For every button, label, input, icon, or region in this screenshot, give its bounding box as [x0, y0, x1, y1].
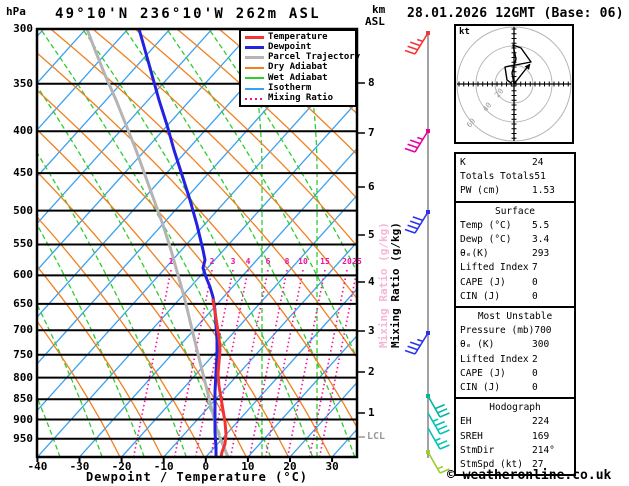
- wind-barb: [405, 31, 430, 54]
- altitude-tick-label: 1: [368, 406, 375, 419]
- legend-item: [241, 63, 355, 73]
- legend-line-sample: [245, 98, 264, 100]
- stats-row-label: StmDir: [460, 444, 495, 456]
- wind-barb-column: [405, 31, 450, 473]
- legend-item-label: Temperature: [268, 31, 328, 42]
- temperature-tick-label: -40: [27, 460, 48, 473]
- stats-row-label: CIN (J): [460, 382, 501, 394]
- stats-row-value: 0: [532, 276, 538, 288]
- stats-section-header: Hodograph: [489, 402, 541, 414]
- stats-row: [460, 170, 570, 184]
- legend-line-sample: [245, 46, 264, 49]
- stats-row-label: θₑ (K): [460, 339, 495, 351]
- altitude-tick-label: 6: [368, 180, 375, 193]
- stats-row-value: 24: [532, 157, 544, 168]
- pressure-tick-label: 650: [13, 296, 33, 310]
- wind-barb: [405, 210, 430, 233]
- mixing-ratio-tick-label: 2: [209, 257, 215, 266]
- pressure-tick-label: 550: [13, 237, 33, 251]
- stats-row-label: Dewp (°C): [460, 234, 512, 246]
- stats-row-value: 293: [532, 248, 550, 260]
- stats-row: [460, 381, 570, 395]
- x-axis-title: Dewpoint / Temperature (°C): [85, 470, 309, 484]
- stats-row-value: 0: [532, 290, 538, 302]
- credit-label: © weatheronline.co.uk: [447, 468, 612, 483]
- stats-row: [460, 276, 570, 290]
- legend-item: [241, 73, 355, 83]
- legend-item: [241, 42, 355, 52]
- stats-row-value: 0: [532, 367, 538, 379]
- pressure-tick-label: 300: [13, 22, 33, 35]
- pressure-tick-label: 850: [13, 392, 33, 406]
- stats-row-label: EH: [460, 416, 472, 428]
- stats-row: [460, 247, 570, 261]
- stats-panel: [454, 152, 576, 476]
- lcl-label: LCL: [367, 431, 386, 442]
- stats-row: [460, 261, 570, 275]
- pressure-axis-unit: hPa: [6, 5, 26, 18]
- legend-item-label: Mixing Ratio: [268, 93, 334, 104]
- mixing-ratio-axis-label-echo: Mixing Ratio (g/kg): [377, 222, 390, 348]
- legend-item: [241, 32, 355, 42]
- stats-section-header: Most Unstable: [477, 311, 553, 323]
- legend-line-sample: [245, 77, 264, 79]
- stats-row-value: 224: [532, 416, 550, 428]
- altitude-tick-label: 8: [368, 76, 375, 89]
- wind-barb: [405, 129, 430, 152]
- legend-line-sample: [245, 67, 264, 69]
- temperature-tick-label: 10: [241, 460, 255, 473]
- pressure-tick-label: 950: [13, 431, 33, 445]
- legend-item-label: Parcel Trajectory: [268, 52, 361, 63]
- legend-item-label: Isotherm: [268, 83, 312, 94]
- legend: [239, 29, 361, 107]
- stats-row-label: CIN (J): [460, 290, 501, 302]
- pressure-tick-label: 600: [13, 268, 33, 282]
- stats-row: [460, 290, 570, 304]
- stats-row: [460, 430, 570, 444]
- stats-row: [460, 353, 570, 367]
- stats-row: [460, 415, 570, 429]
- altitude-tick-label: 4: [368, 275, 375, 288]
- stats-row-label: StmSpd (kt): [460, 459, 523, 471]
- mixing-ratio-tick-label: 10: [298, 257, 308, 266]
- stats-row-value: 300: [532, 339, 550, 351]
- stats-section-header: Surface: [494, 205, 536, 217]
- pressure-tick-label: 400: [13, 124, 33, 138]
- stats-row: [460, 156, 570, 170]
- legend-item: [241, 94, 355, 104]
- pressure-tick-label: 350: [13, 76, 33, 90]
- pressure-tick-label: 500: [13, 203, 33, 217]
- stats-row-label: PW (cm): [460, 185, 501, 197]
- pressure-tick-label: 450: [13, 166, 33, 180]
- hodograph-ring-label: 20: [492, 86, 506, 100]
- stats-row-value: 51: [534, 171, 546, 183]
- altitude-tick-label: 5: [368, 228, 375, 241]
- mixing-ratio-tick-label: 20: [342, 257, 352, 266]
- altitude-tick-label: 7: [368, 126, 375, 139]
- legend-item-label: Dry Adiabat: [268, 62, 328, 73]
- mixing-ratio-tick-label: 25: [352, 257, 362, 266]
- pressure-tick-label: 750: [13, 347, 33, 361]
- stats-row-label: SREH: [460, 430, 483, 442]
- stats-row-label: Lifted Index: [460, 262, 529, 274]
- stats-row-label: CAPE (J): [460, 276, 506, 288]
- pressure-tick-label: 900: [13, 412, 33, 426]
- legend-line-sample: [245, 36, 264, 39]
- mixing-ratio-tick-label: 15: [320, 257, 330, 266]
- stats-row: [460, 184, 570, 198]
- altitude-axis-unit-asl: ASL: [365, 15, 385, 28]
- stats-row-value: 169: [532, 430, 550, 442]
- stats-row: [460, 219, 570, 233]
- stats-row-label: Pressure (mb): [460, 325, 535, 337]
- stats-row-value: 3.4: [532, 234, 550, 246]
- stats-row: [460, 367, 570, 381]
- mixing-ratio-tick-label: 1: [168, 257, 174, 266]
- stats-row: [460, 338, 570, 352]
- wind-barb: [405, 331, 430, 354]
- legend-line-sample: [245, 88, 264, 90]
- stats-row-value: 0: [532, 382, 538, 394]
- stats-row-label: Temp (°C): [460, 219, 512, 231]
- hodograph-unit-label: kt: [459, 27, 470, 37]
- hodograph: [455, 25, 573, 143]
- stats-row-value: 7: [532, 262, 538, 274]
- stats-row-label: K: [460, 157, 466, 168]
- altitude-tick-label: 3: [368, 324, 375, 337]
- stats-section: [454, 201, 576, 308]
- temperature-tick-label: 20: [283, 460, 297, 473]
- legend-item-label: Dewpoint: [268, 41, 312, 52]
- mixing-ratio-tick-label: 8: [284, 257, 290, 266]
- stats-row-label: Totals Totals: [460, 171, 535, 183]
- temperature-tick-label: 0: [202, 460, 210, 473]
- datetime-label: 28.01.2026 12GMT (Base: 06): [407, 6, 624, 21]
- altitude-tick-label: 2: [368, 365, 375, 378]
- stats-row-value: 5.5: [532, 219, 550, 231]
- temperature-tick-label: 30: [325, 460, 339, 473]
- stats-row-value: 1.53: [532, 185, 555, 197]
- stats-row-label: Lifted Index: [460, 353, 529, 365]
- legend-item-label: Wet Adiabat: [268, 72, 328, 83]
- stats-row-value: 2: [532, 353, 538, 365]
- mixing-ratio-axis-label: Mixing Ratio (g/kg): [389, 222, 402, 348]
- mixing-ratio-tick-label: 3: [230, 257, 236, 266]
- hodograph-ring-label: 40: [480, 100, 494, 114]
- stats-row-value: 700: [534, 325, 552, 337]
- wind-barb: [426, 394, 450, 417]
- temperature-tick-label: -10: [153, 460, 174, 473]
- stats-row-value: 27: [532, 459, 544, 471]
- temperature-tick-label: -20: [111, 460, 132, 473]
- stats-section: [454, 397, 576, 476]
- stats-section: [454, 306, 576, 399]
- stats-row-label: CAPE (J): [460, 367, 506, 379]
- hodograph-ring-label: 60: [464, 116, 478, 130]
- stats-row: [460, 444, 570, 458]
- chart-title: 49°10'N 236°10'W 262m ASL: [55, 6, 321, 22]
- stats-section: [454, 152, 576, 203]
- temperature-tick-label: -30: [69, 460, 90, 473]
- stats-row: [460, 324, 570, 338]
- mixing-ratio-tick-label: 6: [265, 257, 271, 266]
- pressure-tick-label: 800: [13, 370, 33, 384]
- mixing-ratio-tick-label: 4: [245, 257, 251, 266]
- pressure-tick-label: 700: [13, 323, 33, 337]
- wind-barb: [426, 450, 450, 473]
- legend-line-sample: [245, 56, 264, 59]
- stats-row-value: 214°: [532, 444, 555, 456]
- stats-row-label: θₑ(K): [460, 248, 489, 260]
- stats-row: [460, 233, 570, 247]
- altitude-axis-unit-km: km: [372, 3, 386, 16]
